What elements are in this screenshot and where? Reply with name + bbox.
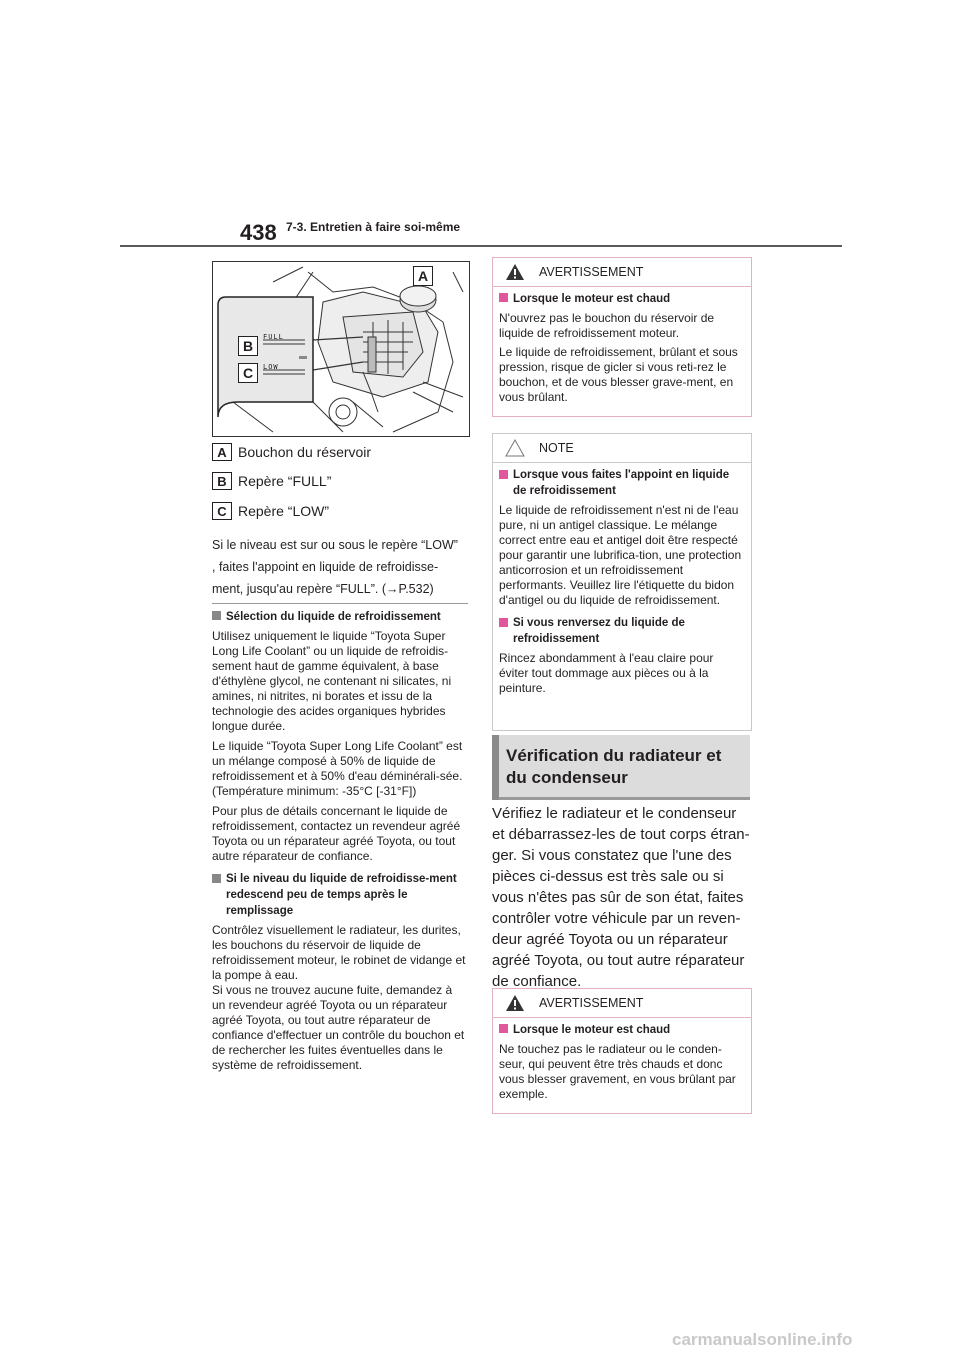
legend-item-c: [212, 502, 329, 520]
note-item2-p: Rincez abondamment à l'eau claire pour éviter tout dommage aux pièces ou à la peinture.: [499, 651, 714, 695]
page-number: 438: [240, 220, 277, 245]
section-separator: [212, 603, 468, 604]
legend-item-a: [212, 443, 371, 461]
note-item2-title: Si vous renversez du liquide de refroidissement: [499, 615, 745, 647]
warning-item-title: Lorsque le moteur est chaud: [499, 1022, 745, 1038]
coolant-selection-p3: Pour plus de détails concernant le liquide de refroidissement, contactez un revendeur agréé Toyota ou un réparateur agréé Toyota, ou tout autre réparateur de confiance.: [212, 804, 461, 863]
legend-text: Repère “FULL”: [238, 473, 332, 489]
warning-triangle-icon: [505, 993, 525, 1013]
figure-label-low: LOW: [263, 363, 279, 371]
note-title: NOTE: [539, 441, 574, 455]
left-column-text: [212, 609, 468, 1073]
bullet-square-icon: [212, 874, 221, 883]
figure-label-full: FULL: [263, 333, 284, 341]
caution-outline-icon: [505, 438, 525, 458]
watermark: carmanualsonline.info: [672, 1330, 853, 1349]
legend-item-b: [212, 472, 331, 490]
warning-box-header: [493, 989, 751, 1018]
radiator-body: Vérifiez le radiateur et le condenseur et débarrassez-les de tout corps étran-ger. Si vous constatez que l'une des pièces ci-dessus est très sale ou si vous n'êtes pas sûr de son état, faites contrôler votre véhicule par un reven-deur agréé Toyota ou un réparateur agréé Toyota, ou tout autre réparateur de confiance.: [492, 805, 750, 990]
warning-p2: Le liquide de refroidissement, brûlant et sous pression, risque de gicler si vous reti-rez le bouchon, et de vous blesser grave-ment, en vous brûlant.: [499, 345, 738, 404]
level-drop-heading: Si le niveau du liquide de refroidisse-ment redescend peu de temps après le remplissage: [212, 871, 468, 919]
legend-tag: C: [212, 502, 232, 520]
bullet-square-icon: [499, 618, 508, 627]
section-title: 7-3. Entretien à faire soi-même: [286, 220, 461, 234]
figure-tag-a: A: [413, 266, 433, 286]
warning-p1: N'ouvrez pas le bouchon du réservoir de liquide de refroidissement moteur.: [499, 311, 715, 340]
coolant-selection-heading: Sélection du liquide de refroidissement: [212, 609, 468, 625]
coolant-reservoir-figure: [212, 261, 470, 437]
coolant-selection-p1: Utilisez uniquement le liquide “Toyota Super Long Life Coolant” ou un liquide de refroidis-sement haut de gamme équivalent, à base d'éthylène glycol, ne contenant ni silicates, ni amines, ni nitrites, ni borates et issu de la technologie des acides organiques hybrides longue durée.: [212, 629, 452, 733]
intro-line-3: ment, jusqu'au repère “FULL”. (→P.532): [212, 582, 434, 596]
warning-box-hot-radiator: [492, 988, 752, 1114]
legend-tag: A: [212, 443, 232, 461]
warning-box-header: [493, 258, 751, 287]
warning-box-hot-reservoir: [492, 257, 752, 417]
intro-text: [212, 534, 474, 600]
coolant-selection-p2: Le liquide “Toyota Super Long Life Coolant” est un mélange composé à 50% de liquide de refroidissement et à 50% d'eau déminérali-sée. (Température minimum: -35°C [-31°F]): [212, 739, 463, 798]
warning-triangle-icon: [505, 262, 525, 282]
intro-line-1: Si le niveau est sur ou sous le repère “LOW”: [212, 538, 458, 552]
warning-title: AVERTISSEMENT: [539, 996, 644, 1010]
legend-tag: B: [212, 472, 232, 490]
bullet-square-icon: [499, 470, 508, 479]
note-box: [492, 433, 752, 731]
header-rule: [120, 245, 842, 247]
bullet-square-icon: [499, 1024, 508, 1033]
figure-tag-c: C: [238, 363, 258, 383]
note-item1-p: Le liquide de refroidissement n'est ni de l'eau pure, ni un antigel classique. Le mélange correct entre eau et antigel doit être respecté pour garantir une lubrifica-tion, une protection anticorrosion et un refroidissement performants. Veuillez lire l'étiquette du bidon d'antigel ou du liquide de refroidissement.: [499, 503, 742, 607]
legend-text: Bouchon du réservoir: [238, 444, 372, 460]
warning-item-title: Lorsque le moteur est chaud: [499, 291, 745, 307]
legend-text: Repère “LOW”: [238, 503, 330, 519]
figure-tag-b: B: [238, 336, 258, 356]
radiator-heading: Vérification du radiateur et du condenseur: [506, 746, 722, 787]
note-box-header: [493, 434, 751, 463]
warning-p1: Ne touchez pas le radiateur ou le conden-seur, qui peuvent être très chauds et donc vous blesser gravement, en vous brûlant par exemple.: [499, 1042, 736, 1101]
bullet-square-icon: [212, 611, 221, 620]
level-drop-p1: Contrôlez visuellement le radiateur, les durites, les bouchons du réservoir de liquide de refroidissement moteur, le robinet de vidange et la pompe à eau.: [212, 923, 466, 982]
warning-title: AVERTISSEMENT: [539, 265, 644, 279]
heading-accent: [492, 735, 499, 800]
level-drop-p2: Si vous ne trouvez aucune fuite, demandez à un revendeur agréé Toyota ou un réparateur agréé Toyota, ou tout autre réparateur de confiance d'effectuer un contrôle du bouchon et de rechercher les fuites éventuelles dans le système de refroidissement.: [212, 983, 465, 1072]
bullet-square-icon: [499, 293, 508, 302]
note-item1-title: Lorsque vous faites l'appoint en liquide de refroidissement: [499, 467, 745, 499]
intro-line-2: , faites l'appoint en liquide de refroidisse-: [212, 560, 439, 574]
radiator-heading-bar: [492, 735, 750, 800]
